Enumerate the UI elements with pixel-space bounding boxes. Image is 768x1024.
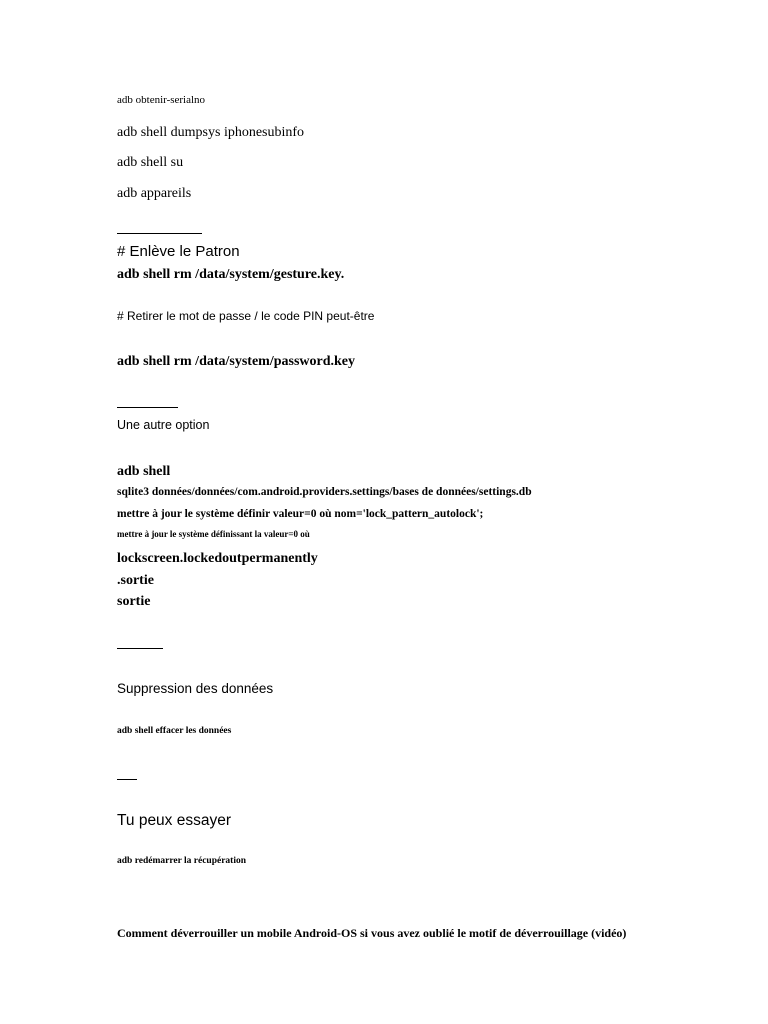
footer-unlock-guide: Comment déverrouiller un mobile Android-OS si vous avez oublié le motif de déverrouillage (vidéo) [117, 926, 627, 940]
command-remove-gesture-key: adb shell rm /data/system/gesture.key. [117, 267, 345, 282]
command-get-serialno: adb obtenir-serialno [117, 94, 206, 106]
command-shell-su: adb shell su [117, 155, 184, 170]
heading-remove-pattern: # Enlève le Patron [117, 243, 240, 260]
heading-you-can-try: Tu peux essayer [117, 812, 232, 829]
command-devices: adb appareils [117, 186, 192, 201]
command-exit: sortie [117, 594, 151, 609]
command-remove-password-key: adb shell rm /data/system/password.key [117, 354, 356, 369]
separator-line [117, 407, 178, 408]
command-dot-exit: .sortie [117, 573, 154, 588]
command-sqlite: sqlite3 données/données/com.android.providers.settings/bases de données/settings.db [117, 486, 532, 498]
command-adb-shell: adb shell [117, 464, 171, 479]
command-dumpsys: adb shell dumpsys iphonesubinfo [117, 125, 305, 140]
heading-data-wipe: Suppression des données [117, 681, 274, 696]
command-update-autolock: mettre à jour le système définir valeur=0 où nom='lock_pattern_autolock'; [117, 508, 484, 520]
heading-another-option: Une autre option [117, 418, 210, 432]
note-remove-password: # Retirer le mot de passe / le code PIN peut-être [117, 309, 375, 323]
separator-line [117, 779, 137, 780]
separator-line [117, 648, 163, 649]
separator-line [117, 233, 202, 234]
command-update-locked-out: mettre à jour le système définissant la valeur=0 où [117, 529, 310, 539]
command-wipe-data: adb shell effacer les données [117, 726, 232, 736]
command-lockscreen-key: lockscreen.lockedoutpermanently [117, 551, 318, 566]
command-reboot-recovery: adb redémarrer la récupération [117, 856, 247, 866]
